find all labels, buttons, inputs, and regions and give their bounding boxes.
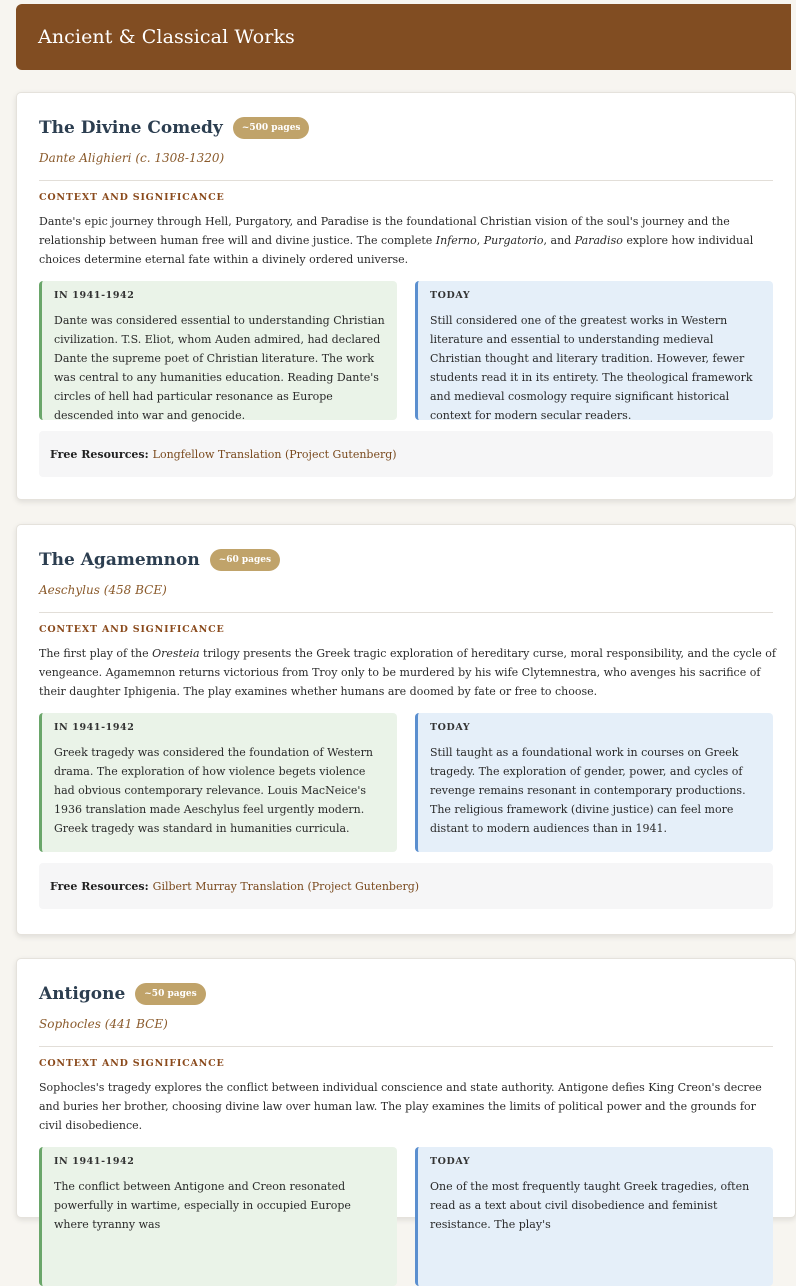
context-text: Sophocles's tragedy explores the conflict between individual conscience and state authority. Antigone defies King Creon's decree and buries her brother, choosing divine law over human law. The play examines the limits of political power and the grounds for civil disobedience. xyxy=(39,1081,762,1132)
work-author: Dante Alighieri (c. 1308-1320) xyxy=(39,151,225,165)
then-label: IN 1941-1942 xyxy=(54,290,135,301)
comparison-columns xyxy=(39,1147,773,1286)
work-card xyxy=(16,524,796,935)
work-author: Aeschylus (458 BCE) xyxy=(39,583,167,597)
page-count-badge: ~500 pages xyxy=(233,117,310,139)
work-title-row xyxy=(39,549,777,571)
context-text: Dante's epic journey through Hell, Purgatory, and Paradise is the foundational Christian vision of the soul's journey and the relationship between human free will and divine justice. The complete Inferno, Purgatorio, and Paradiso explore how individual choices determine eternal fate within a divinely ordered universe. xyxy=(39,215,754,266)
context-text: The first play of the Oresteia trilogy presents the Greek tragic exploration of hereditary curse, moral responsibility, and the cycle of vengeance. Agamemnon returns victorious from Troy only to be murdered by his wife Clytemnestra, who avenges his sacrifice of their daughter Iphigenia. The play examines whether humans are doomed by fate or free to choose. xyxy=(39,647,776,698)
today-text: One of the most frequently taught Greek tragedies, often read as a text about civil disobedience and feminist resistance. The play's xyxy=(430,1180,750,1231)
divider xyxy=(39,180,773,181)
page-count-badge: ~50 pages xyxy=(135,983,205,1005)
section-title: Ancient & Classical Works xyxy=(38,26,295,48)
context-label: CONTEXT AND SIGNIFICANCE xyxy=(39,192,225,203)
then-label: IN 1941-1942 xyxy=(54,1156,135,1167)
today-panel xyxy=(415,713,773,852)
context-label: CONTEXT AND SIGNIFICANCE xyxy=(39,1058,225,1069)
then-panel xyxy=(39,281,397,420)
work-card xyxy=(16,958,796,1231)
resources-label: Free Resources: xyxy=(50,447,149,461)
work-title: The Agamemnon xyxy=(39,550,200,570)
comparison-columns xyxy=(39,713,773,852)
resource-link[interactable]: Longfellow Translation (Project Gutenberg) xyxy=(152,447,397,461)
free-resources xyxy=(39,863,773,909)
divider xyxy=(39,1046,773,1047)
free-resources xyxy=(39,431,773,477)
today-panel xyxy=(415,281,773,420)
today-panel xyxy=(415,1147,773,1286)
divider xyxy=(39,612,773,613)
today-label: TODAY xyxy=(430,722,471,733)
work-title: Antigone xyxy=(39,984,126,1004)
today-label: TODAY xyxy=(430,1156,471,1167)
work-title-row xyxy=(39,117,777,139)
comparison-columns xyxy=(39,281,773,420)
today-text: Still taught as a foundational work in courses on Greek tragedy. The exploration of gender, power, and cycles of revenge remains resonant in contemporary productions. The religious framework (divine justice) can feel more distant to modern audiences than in 1941. xyxy=(430,746,746,835)
work-title-row xyxy=(39,983,777,1005)
resource-link[interactable]: Gilbert Murray Translation (Project Gutenberg) xyxy=(152,879,420,893)
today-text: Still considered one of the greatest works in Western literature and essential to understanding medieval Christian thought and literary tradition. However, fewer students read it in its entirety. The theological framework and medieval cosmology require significant historical context for modern secular readers. xyxy=(430,314,753,422)
then-text: The conflict between Antigone and Creon resonated powerfully in wartime, especially in occupied Europe where tyranny was xyxy=(54,1180,351,1231)
today-label: TODAY xyxy=(430,290,471,301)
then-text: Dante was considered essential to understanding Christian civilization. T.S. Eliot, whom Auden admired, had declared Dante the supreme poet of Christian literature. The work was central to any humanities education. Reading Dante's circles of hell had particular resonance as Europe descended into war and genocide. xyxy=(54,314,385,422)
then-panel xyxy=(39,713,397,852)
section-header xyxy=(16,4,791,70)
work-author: Sophocles (441 BCE) xyxy=(39,1017,168,1031)
resources-label: Free Resources: xyxy=(50,879,149,893)
then-text: Greek tragedy was considered the foundation of Western drama. The exploration of how violence begets violence had obvious contemporary relevance. Louis MacNeice's 1936 translation made Aeschylus feel urgently modern. Greek tragedy was standard in humanities curricula. xyxy=(54,746,373,835)
work-title: The Divine Comedy xyxy=(39,118,223,138)
then-panel xyxy=(39,1147,397,1286)
then-label: IN 1941-1942 xyxy=(54,722,135,733)
work-card xyxy=(16,92,796,500)
page-count-badge: ~60 pages xyxy=(210,549,280,571)
context-label: CONTEXT AND SIGNIFICANCE xyxy=(39,624,225,635)
